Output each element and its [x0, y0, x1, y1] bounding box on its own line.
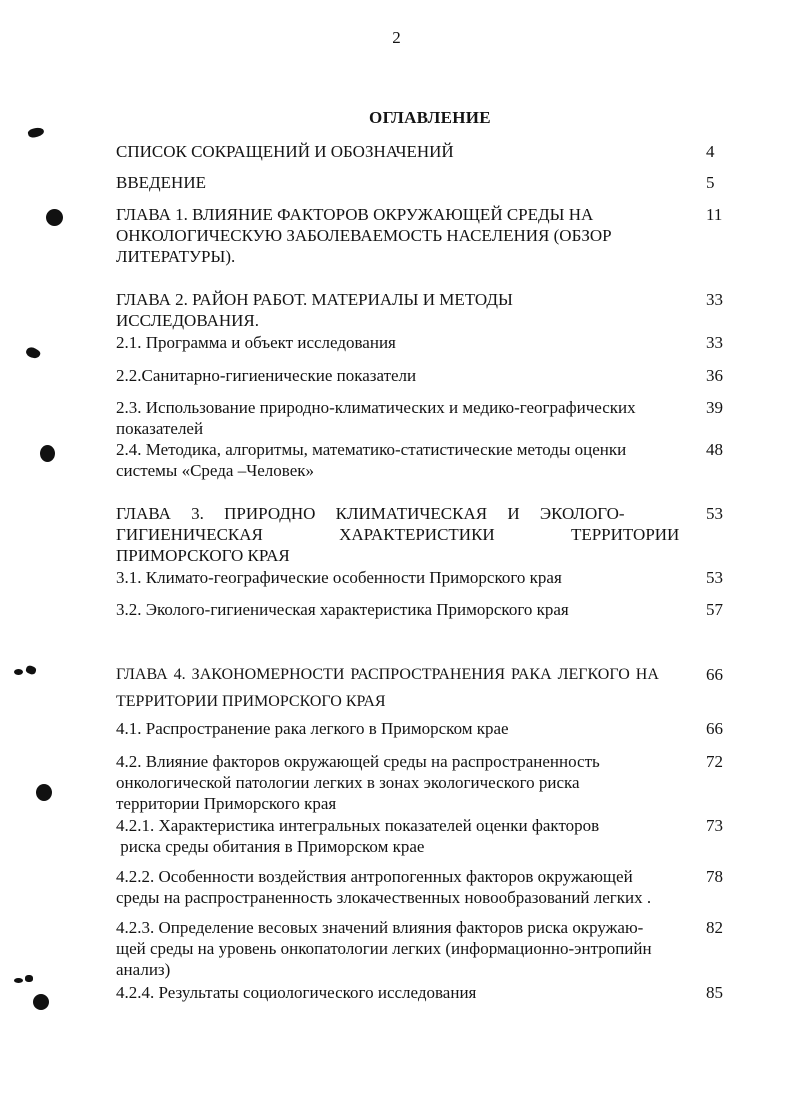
toc-entry-page: 5	[706, 173, 715, 192]
toc-line: ОНКОЛОГИЧЕСКУЮ ЗАБОЛЕВАЕМОСТЬ НАСЕЛЕНИЯ (ОБЗОР	[116, 226, 612, 245]
scan-smudge	[25, 665, 37, 676]
scan-smudge	[14, 669, 23, 675]
toc-line: 2.2.Санитарно-гигиенические показатели	[116, 366, 417, 385]
toc-line: 2.4. Методика, алгоритмы, математико-статистические методы оценки	[116, 440, 627, 459]
scan-smudge	[25, 975, 33, 982]
toc-line: 4.2.1. Характеристика интегральных показателей оценки факторов	[116, 816, 600, 835]
toc-line: 4.2. Влияние факторов окружающей среды на распространенность	[116, 752, 600, 771]
toc-line: СПИСОК СОКРАЩЕНИЙ И ОБОЗНАЧЕНИЙ	[116, 142, 454, 161]
toc-entry-page: 85	[706, 983, 723, 1002]
scan-smudge	[27, 126, 45, 139]
toc-line	[116, 397, 696, 418]
toc-line: показателей	[116, 419, 204, 438]
toc-entry-page: 4	[706, 142, 715, 161]
toc-entry-page: 66	[706, 719, 723, 738]
toc-line: 3.2. Эколого-гигиеническая характеристика Приморского края	[116, 600, 569, 619]
toc-line: ГЛАВА 1. ВЛИЯНИЕ ФАКТОРОВ ОКРУЖАЮЩЕЙ СРЕДЫ НА	[116, 205, 594, 224]
toc-entry-page: 53	[706, 568, 723, 587]
toc-entry-page: 11	[706, 205, 723, 224]
toc-line: системы «Среда –Человек»	[116, 461, 315, 480]
toc-entry-page: 66	[706, 665, 723, 684]
toc-line: анализ)	[116, 960, 171, 979]
toc-line: 3.1. Климато-географические особенности Приморского края	[116, 568, 562, 587]
toc-entry-page: 33	[706, 333, 723, 352]
toc-entry-text	[116, 141, 696, 162]
toc-line: ПРИМОРСКОГО КРАЯ	[116, 546, 290, 565]
toc-line: ТЕРРИТОРИИ ПРИМОРСКОГО КРАЯ	[116, 693, 386, 710]
toc-line: щей среды на уровень онкопатологии легких (информационно-энтропийн	[116, 939, 652, 958]
toc-line: ЛИТЕРАТУРЫ).	[116, 247, 236, 266]
toc-line: 4.1. Распространение рака легкого в Приморском крае	[116, 719, 509, 738]
toc-line: онкологической патологии легких в зонах экологического риска	[116, 773, 580, 792]
scan-smudge	[14, 978, 23, 983]
binder-hole	[40, 445, 55, 462]
scan-smudge	[24, 345, 41, 361]
toc-line: ГЛАВА 4. ЗАКОНОМЕРНОСТИ РАСПРОСТРАНЕНИЯ РАКА ЛЕГКОГО НА	[116, 666, 659, 683]
toc-line: ГЛАВА 3. ПРИРОДНО КЛИМАТИЧЕСКАЯ И ЭКОЛОГО-	[116, 504, 625, 523]
toc-entry-page: 78	[706, 867, 723, 886]
binder-hole	[46, 209, 63, 226]
binder-hole	[36, 784, 52, 801]
toc-entry-page: 82	[706, 918, 723, 937]
toc-line: среды на распространенность злокачественных новообразований легких .	[116, 888, 652, 907]
toc-entry-page: 57	[706, 600, 723, 619]
toc-line: ГИГИЕНИЧЕСКАЯ ХАРАКТЕРИСТИКИ ТЕРРИТОРИИ	[116, 525, 680, 544]
toc-line: ГЛАВА 2. РАЙОН РАБОТ. МАТЕРИАЛЫ И МЕТОДЫ	[116, 290, 513, 309]
toc-line: риска среды обитания в Приморском крае	[116, 837, 425, 856]
toc-entry-page: 48	[706, 440, 723, 459]
toc-line: 4.2.4. Результаты социологического исследования	[116, 983, 477, 1002]
toc-line: территории Приморского края	[116, 794, 337, 813]
toc-line: 4.2.3. Определение весовых значений влияния факторов риска окружаю-	[116, 918, 644, 937]
toc-title: ОГЛАВЛЕНИЕ	[369, 108, 491, 127]
toc-entry-page: 39	[706, 398, 723, 417]
toc-entry-page: 53	[706, 504, 723, 523]
toc-line: 2.1. Программа и объект исследования	[116, 333, 396, 352]
toc-line: ИССЛЕДОВАНИЯ.	[116, 311, 260, 330]
toc-entry-page: 33	[706, 290, 723, 309]
toc-entry-page: 73	[706, 816, 723, 835]
toc-entry-page: 72	[706, 752, 723, 771]
toc-entry-page: 36	[706, 366, 723, 385]
binder-hole	[33, 994, 49, 1010]
page-number: 2	[392, 28, 401, 47]
toc-line: 4.2.2. Особенности воздействия антропогенных факторов окружающей	[116, 867, 633, 886]
toc-line-text: 2.3. Использование природно-климатических и медико-географических	[116, 398, 636, 417]
toc-line: ВВЕДЕНИЕ	[116, 173, 206, 192]
